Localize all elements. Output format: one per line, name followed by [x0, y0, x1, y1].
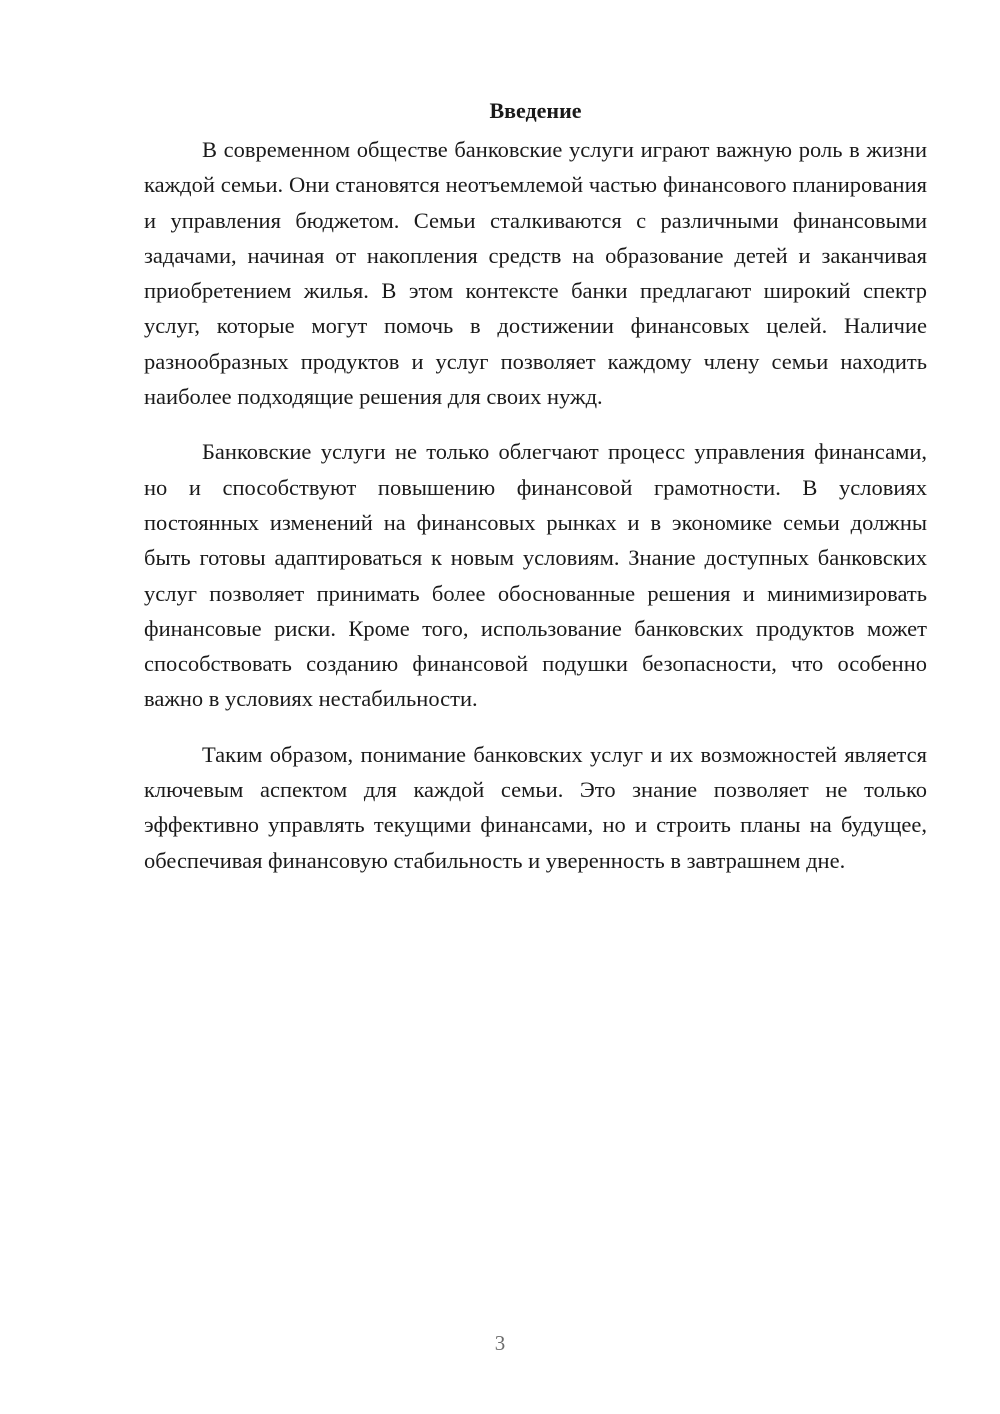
paragraph-1: В современном обществе банковские услуги играют важную роль в жизни каждой семьи. Они становятся неотъемлемой частью финансового планирования и управления бюджетом. Семьи сталкиваются с различными финансовыми задачами, начиная от накопления средств на образование детей и заканчивая приобретением жилья. В этом контексте банки предлагают широкий спектр услуг, которые могут помочь в достижении финансовых целей. Наличие разнообразных продуктов и услуг позволяет каждому члену семьи находить наиболее подходящие решения для своих нужд.	[144, 137, 927, 410]
paragraph-3: Таким образом, понимание банковских услуг и их возможностей является ключевым аспектом для каждой семьи. Это знание позволяет не только эффективно управлять текущими финансами, но и строить планы на будущее, обеспечивая финансовую стабильность и уверенность в завтрашнем дне.	[144, 741, 927, 873]
page-number: 3	[494, 1331, 506, 1355]
page-content	[144, 94, 927, 898]
paragraph-2: Банковские услуги не только облегчают процесс управления финансами, но и способствуют повышению финансовой грамотности. В условиях постоянных изменений на финансовых рынках и в экономике семьи должны быть готовы адаптироваться к новым условиям. Знание доступных банковских услуг позволяет принимать более обоснованные решения и минимизировать финансовые риски. Кроме того, использование банковских продуктов может способствовать созданию финансовой подушки безопасности, что особенно важно в условиях нестабильности.	[144, 439, 927, 712]
section-heading: Введение	[489, 98, 582, 123]
